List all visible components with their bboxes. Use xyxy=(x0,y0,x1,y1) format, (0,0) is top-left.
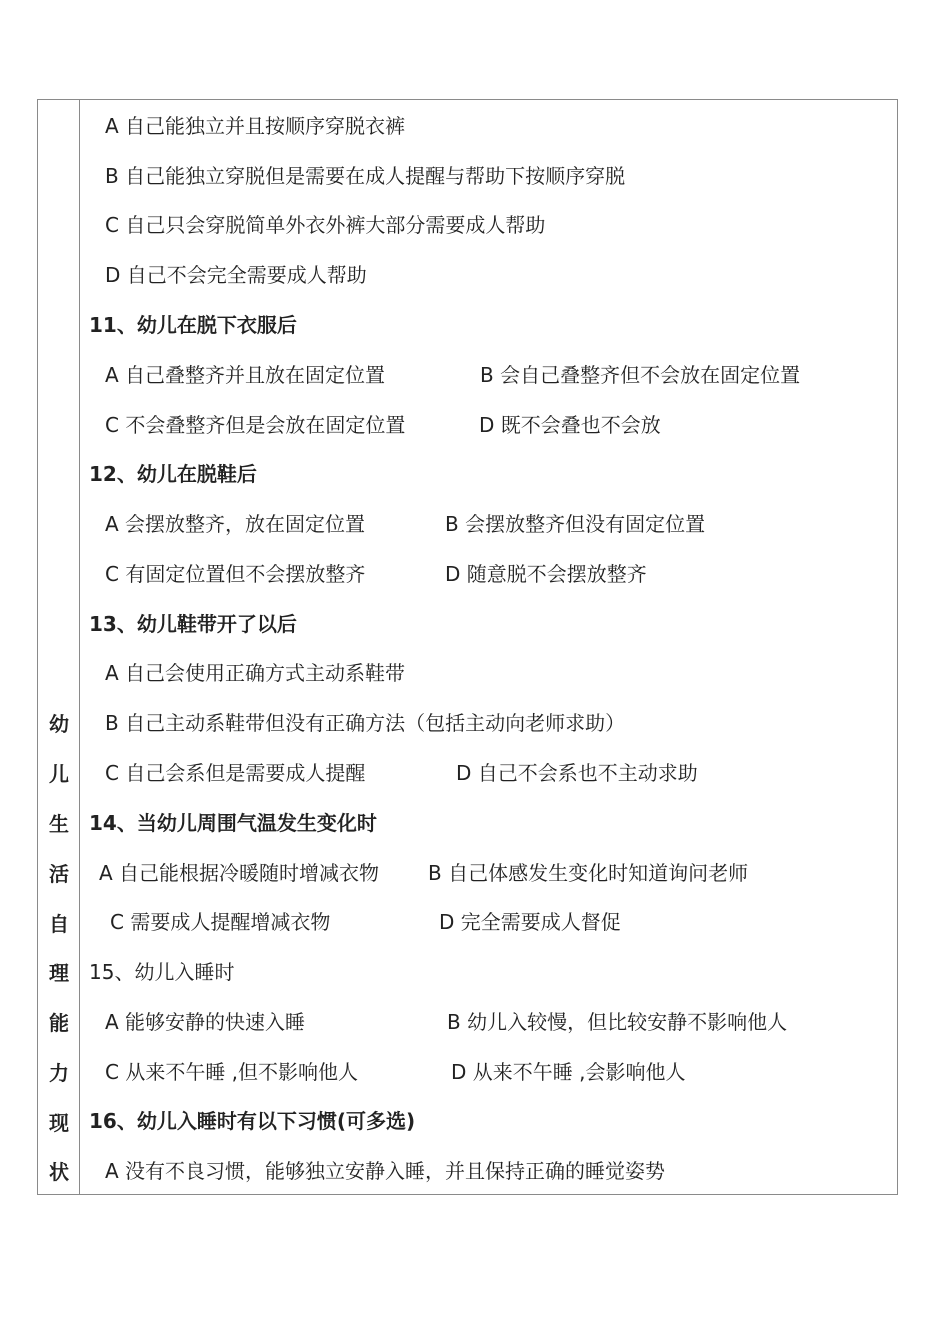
category-column xyxy=(38,100,80,1194)
option-text: C 从来不午睡 ,但不影响他人 xyxy=(105,1060,359,1084)
option-text: A 自己叠整齐并且放在固定位置 xyxy=(105,363,386,387)
category-char: 儿 xyxy=(49,762,69,786)
category-char: 理 xyxy=(49,961,69,985)
category-char: 自 xyxy=(49,912,69,936)
category-char: 能 xyxy=(49,1011,69,1035)
option-text: D 从来不午睡 ,会影响他人 xyxy=(451,1060,686,1084)
survey-table xyxy=(37,99,898,1195)
category-char: 生 xyxy=(49,812,69,836)
option-text: D 自己不会系也不主动求助 xyxy=(456,761,698,785)
option-text: C 不会叠整齐但是会放在固定位置 xyxy=(105,413,406,437)
option-text: A 自己能根据冷暖随时增减衣物 xyxy=(99,861,380,885)
question-title: 14、当幼儿周围气温发生变化时 xyxy=(89,811,377,835)
option-text: C 自己会系但是需要成人提醒 xyxy=(105,761,366,785)
option-text: D 自己不会完全需要成人帮助 xyxy=(105,263,367,287)
option-text: C 自己只会穿脱简单外衣外裤大部分需要成人帮助 xyxy=(105,213,546,237)
option-text: B 自己体感发生变化时知道询问老师 xyxy=(428,861,749,885)
option-text: A 自己会使用正确方式主动系鞋带 xyxy=(105,661,406,685)
option-text: C 需要成人提醒增减衣物 xyxy=(110,910,331,934)
category-char: 活 xyxy=(49,862,69,886)
option-text: B 自己主动系鞋带但没有正确方法（包括主动向老师求助） xyxy=(105,711,626,735)
option-text: A 没有不良习惯，能够独立安静入睡，并且保持正确的睡觉姿势 xyxy=(105,1159,666,1183)
option-text: B 自己能独立穿脱但是需要在成人提醒与帮助下按顺序穿脱 xyxy=(105,164,626,188)
question-title: 11、幼儿在脱下衣服后 xyxy=(89,313,297,337)
option-text: D 既不会叠也不会放 xyxy=(479,413,661,437)
question-title: 15、幼儿入睡时 xyxy=(89,960,235,984)
category-char: 状 xyxy=(49,1160,69,1184)
option-text: D 完全需要成人督促 xyxy=(439,910,621,934)
option-text: C 有固定位置但不会摆放整齐 xyxy=(105,562,366,586)
question-title: 12、幼儿在脱鞋后 xyxy=(89,462,257,486)
option-text: B 幼儿入较慢，但比较安静不影响他人 xyxy=(447,1010,788,1034)
category-char: 幼 xyxy=(49,712,69,736)
question-title: 16、幼儿入睡时有以下习惯(可多选) xyxy=(89,1109,416,1133)
option-text: A 会摆放整齐，放在固定位置 xyxy=(105,512,366,536)
category-char: 现 xyxy=(49,1111,69,1135)
category-char: 力 xyxy=(49,1061,69,1085)
option-text: B 会自己叠整齐但不会放在固定位置 xyxy=(480,363,801,387)
question-title: 13、幼儿鞋带开了以后 xyxy=(89,612,297,636)
option-text: A 能够安静的快速入睡 xyxy=(105,1010,306,1034)
option-text: A 自己能独立并且按顺序穿脱衣裤 xyxy=(105,114,406,138)
option-text: D 随意脱不会摆放整齐 xyxy=(445,562,647,586)
option-text: B 会摆放整齐但没有固定位置 xyxy=(445,512,706,536)
